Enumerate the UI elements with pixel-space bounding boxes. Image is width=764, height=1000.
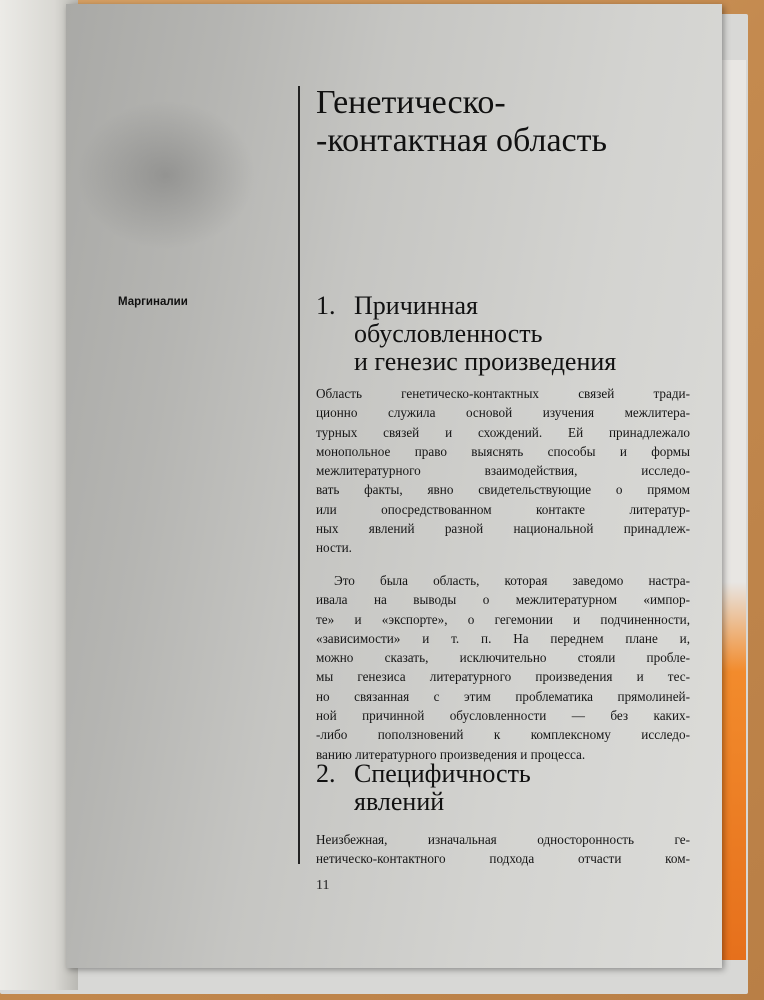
text-line: вать факты, явно свидетельствующие о прямом (316, 482, 690, 498)
text-line: но связанная с этим проблематика прямолиней- (316, 688, 690, 704)
text-line: Это была область, которая заведомо настра- (334, 573, 690, 588)
section-heading-2 (316, 760, 716, 816)
text-line: ционно служила основой изучения межлитера- (316, 405, 690, 421)
text-line: или опосредствованном контакте литератур- (316, 501, 690, 517)
paragraph-2 (316, 571, 690, 764)
text-line: те» и «экспорте», о гегемонии и подчиненности, (316, 611, 690, 627)
section-title-line: Специфичность (354, 759, 531, 788)
text-line: ванию литературного произведения и процесса. (316, 746, 586, 762)
chapter-title (316, 84, 696, 160)
section-number: 1. (316, 291, 336, 320)
section-number: 2. (316, 759, 336, 788)
section-title-line: явлений (354, 787, 445, 816)
section-title-line: обусловленность (354, 319, 543, 348)
vertical-rule (298, 86, 300, 864)
section-title-line: Причинная (354, 291, 479, 320)
text-line: мы генезиса литературного произведения и тес- (316, 669, 690, 685)
section-title-line: и генезис произведения (354, 347, 617, 376)
paragraph-3 (316, 830, 690, 869)
text-line: турных связей и схождений. Ей принадлежало (316, 424, 690, 440)
text-line: ной причинной обусловленности — без каких- (316, 708, 690, 724)
text-line: можно сказать, исключительно стояли пробле- (316, 650, 690, 666)
paragraph-1 (316, 384, 690, 558)
text-line: Область генетическо-контактных связей тради- (316, 386, 690, 401)
text-line: нетическо-контактного подхода отчасти ком- (316, 851, 690, 867)
margin-label: Маргиналии (118, 296, 188, 308)
text-line: ивала на выводы о межлитературном «импор- (316, 592, 690, 608)
text-line: Неизбежная, изначальная односторонность ге- (316, 832, 690, 847)
page-number: 11 (316, 878, 330, 893)
text-line: межлитературного взаимодействия, исследо- (316, 463, 690, 479)
chapter-title-line: Генетическо- (316, 84, 506, 121)
text-line: -либо поползновений к комплексному исследо- (316, 727, 690, 743)
text-line: ности. (316, 540, 352, 556)
text-line: «зависимости» и т. п. На переднем плане и, (316, 630, 690, 646)
text-line: ных явлений разной национальной принадлеж- (316, 521, 690, 537)
chapter-title-line: -контактная область (316, 122, 607, 159)
text-line: монопольное право выяснять способы и формы (316, 443, 690, 459)
page-shadow (76, 100, 256, 250)
section-heading-1 (316, 292, 716, 376)
